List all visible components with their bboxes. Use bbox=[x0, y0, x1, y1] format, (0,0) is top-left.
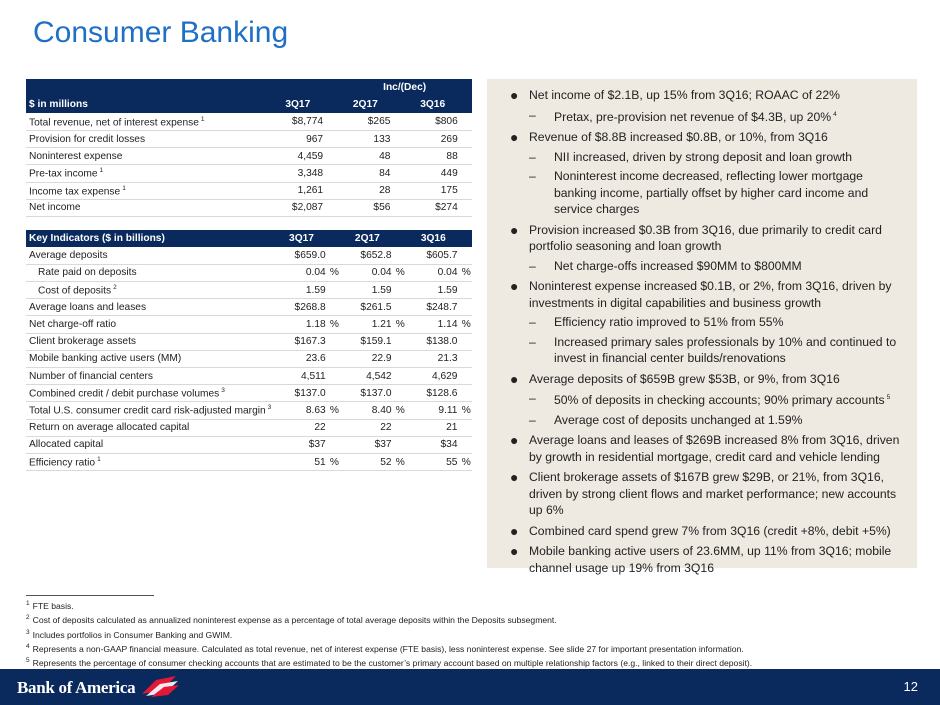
dash-icon: – bbox=[529, 412, 536, 427]
row-value: 55 bbox=[406, 453, 460, 470]
footnote: $^5$ Represents the percentage of consumer checking accounts that are estimated to be the customer’s primary account based on multiple relationship factors (e.g., linked to their direct deposit). bbox=[26, 657, 753, 668]
footnote-ref: 1 bbox=[122, 184, 126, 192]
footnote-ref: 1 bbox=[97, 455, 101, 463]
row-value: $128.6 bbox=[406, 385, 460, 402]
row-value: 8.40 bbox=[340, 402, 394, 419]
table-row bbox=[26, 419, 472, 436]
inc-dec-header: Inc/(Dec) bbox=[337, 79, 472, 96]
bullet-item: ● Combined card spend grew 7% from 3Q16 (credit +8%, debit +5%) bbox=[510, 522, 891, 539]
row-value: $167.3 bbox=[274, 333, 328, 350]
row-value: $605.7 bbox=[406, 247, 460, 264]
row-value: 21.3 bbox=[406, 350, 460, 367]
sub-bullet-item: – Pretax, pre-provision net revenue of $4.3B, up 20% $^4$ bbox=[529, 107, 837, 124]
row-label: Mobile banking active users (MM) bbox=[26, 350, 274, 367]
sub-bullet-item: – NII increased, driven by strong deposit and loan growth bbox=[529, 149, 853, 164]
row-label: Income tax expense $^1$ bbox=[26, 182, 270, 199]
sub-bullet-item: – 50% of deposits in checking accounts; 90% primary accounts $^5$ bbox=[529, 391, 891, 408]
dash-icon: – bbox=[529, 258, 536, 273]
row-value: 4,459 bbox=[270, 148, 327, 165]
row-value: 133 bbox=[337, 131, 393, 148]
footnote-rule bbox=[26, 595, 154, 596]
row-value: $268.8 bbox=[274, 299, 328, 316]
percent-sign: % bbox=[395, 402, 406, 419]
footnote-ref: 5 bbox=[886, 394, 891, 402]
row-value: 4,542 bbox=[340, 368, 394, 385]
footnote-ref: 4 bbox=[833, 110, 837, 118]
row-value: $56 bbox=[337, 199, 393, 216]
row-value: $137.0 bbox=[340, 385, 394, 402]
row-value: 1.59 bbox=[274, 282, 328, 299]
footnote-ref: 3 bbox=[221, 387, 225, 395]
col-header-label: Key Indicators ($ in billions) bbox=[26, 230, 274, 247]
dash-icon: – bbox=[529, 334, 536, 349]
row-value: 22.9 bbox=[340, 350, 394, 367]
footnote-ref: 2 bbox=[113, 283, 117, 291]
bullet-dot-icon: ● bbox=[510, 543, 519, 560]
bullet-item: ● Net income of $2.1B, up 15% from 3Q16; ROAAC of 22% bbox=[510, 87, 840, 103]
footnote: $^3$ Includes portfolios in Consumer Banking and GWIM. bbox=[26, 628, 233, 640]
row-value: 449 bbox=[405, 165, 461, 182]
row-value: 52 bbox=[340, 453, 394, 470]
sub-bullet-item: – Noninterest income decreased, reflecting lower mortgage banking income, partially offset by higher card income and service charges bbox=[529, 169, 869, 217]
table-row bbox=[26, 113, 472, 130]
table-header bbox=[26, 230, 472, 247]
footnote: $^1$ FTE basis. bbox=[26, 600, 74, 611]
table-row bbox=[26, 453, 472, 470]
row-value: 9.11 bbox=[406, 402, 460, 419]
row-value: 21 bbox=[406, 419, 460, 436]
row-label: Allocated capital bbox=[26, 436, 274, 453]
table-row bbox=[26, 199, 472, 216]
row-value: 22 bbox=[274, 419, 328, 436]
row-label: Average loans and leases bbox=[26, 299, 274, 316]
row-value: 0.04 bbox=[406, 264, 460, 281]
table-row bbox=[26, 436, 472, 453]
row-value: $138.0 bbox=[406, 333, 460, 350]
bullet-item: ● Mobile banking active users of 23.6MM, up 11% from 3Q16; mobile channel usage up 19% from 3Q16 bbox=[510, 543, 892, 575]
table-row bbox=[26, 165, 472, 182]
percent-sign: % bbox=[460, 402, 472, 419]
percent-sign: % bbox=[460, 264, 472, 281]
row-value: $248.7 bbox=[406, 299, 460, 316]
row-value: 84 bbox=[337, 165, 393, 182]
row-label: Total U.S. consumer credit card risk-adjusted margin $^3$ bbox=[26, 402, 274, 419]
page-title: Consumer Banking bbox=[33, 16, 289, 49]
sub-bullet-item: – Efficiency ratio improved to 51% from 55% bbox=[529, 315, 784, 330]
row-label: Provision for credit losses bbox=[26, 131, 270, 148]
row-label: Client brokerage assets bbox=[26, 333, 274, 350]
row-label: Net income bbox=[26, 199, 270, 216]
row-label: Number of financial centers bbox=[26, 368, 274, 385]
row-value: 22 bbox=[340, 419, 394, 436]
row-value: 1.59 bbox=[406, 282, 460, 299]
table-row bbox=[26, 402, 472, 419]
bullet-item: ● Revenue of $8.8B increased $0.8B, or 10%, from 3Q16 bbox=[510, 129, 828, 146]
table-row bbox=[26, 333, 472, 350]
table-row bbox=[26, 264, 472, 281]
col-header-3q17: 3Q17 bbox=[270, 96, 327, 113]
row-value: 4,511 bbox=[274, 368, 328, 385]
row-label: Rate paid on deposits bbox=[26, 264, 274, 281]
footnote-ref: 3 bbox=[267, 404, 272, 412]
row-label: Cost of deposits $^2$ bbox=[26, 282, 274, 299]
percent-sign: % bbox=[329, 453, 340, 470]
row-value: $137.0 bbox=[274, 385, 328, 402]
row-value: $265 bbox=[337, 113, 393, 130]
row-value: 967 bbox=[270, 131, 327, 148]
row-value: $261.5 bbox=[340, 299, 394, 316]
row-value: 8.63 bbox=[274, 402, 328, 419]
col-header-3q16: 3Q16 bbox=[406, 230, 460, 247]
row-label: Return on average allocated capital bbox=[26, 419, 274, 436]
row-value: $652.8 bbox=[340, 247, 394, 264]
dash-icon: – bbox=[529, 107, 536, 122]
percent-sign: % bbox=[395, 264, 406, 281]
row-label: Total revenue, net of interest expense $^1$ bbox=[26, 113, 270, 130]
bullet-dot-icon: ● bbox=[510, 221, 519, 238]
table-row bbox=[26, 350, 472, 367]
bullet-item: ● Noninterest expense increased $0.1B, or 2%, from 3Q16, driven by investments in digital capabilities and business growth bbox=[510, 278, 892, 310]
table-row bbox=[26, 182, 472, 199]
row-value: $806 bbox=[405, 113, 461, 130]
col-header-2q17: 2Q17 bbox=[340, 230, 394, 247]
row-value: 51 bbox=[274, 453, 328, 470]
bullet-dot-icon: ● bbox=[510, 278, 519, 295]
percent-sign: % bbox=[329, 264, 340, 281]
table-row bbox=[26, 299, 472, 316]
row-value: 1.14 bbox=[406, 316, 460, 333]
table-row bbox=[26, 282, 472, 299]
row-value: $8,774 bbox=[270, 113, 327, 130]
bullet-dot-icon: ● bbox=[510, 370, 519, 387]
row-value: 1.18 bbox=[274, 316, 328, 333]
bullet-item: ● Provision increased $0.3B from 3Q16, due primarily to credit card portfolio seasoning and loan growth bbox=[510, 221, 882, 254]
dash-icon: – bbox=[529, 149, 536, 164]
sub-bullet-item: – Increased primary sales professionals by 10% and continued to invest in financial center builds/renovations bbox=[529, 334, 897, 366]
row-value: 48 bbox=[337, 148, 393, 165]
row-label: Efficiency ratio $^1$ bbox=[26, 453, 274, 470]
sub-bullet-item: – Average cost of deposits unchanged at 1.59% bbox=[529, 412, 803, 427]
row-value: 1.59 bbox=[340, 282, 394, 299]
col-header-2q17: 2Q17 bbox=[337, 96, 393, 113]
row-value: $37 bbox=[340, 436, 394, 453]
percent-sign: % bbox=[460, 316, 472, 333]
row-value: 0.04 bbox=[340, 264, 394, 281]
bullet-item: ● Client brokerage assets of $167B grew $29B, or 21%, from 3Q16, driven by strong client flows and market performance; new accounts up 6% bbox=[510, 469, 897, 518]
financials-table bbox=[26, 79, 472, 217]
key-indicators-table bbox=[26, 230, 472, 471]
bullet-item: ● Average deposits of $659B grew $53B, or 9%, from 3Q16 bbox=[510, 370, 840, 387]
percent-sign: % bbox=[395, 453, 406, 470]
row-value: 1.21 bbox=[340, 316, 394, 333]
row-value: 0.04 bbox=[274, 264, 328, 281]
table-row bbox=[26, 131, 472, 148]
row-value: $34 bbox=[406, 436, 460, 453]
row-label: Average deposits bbox=[26, 247, 274, 264]
percent-sign: % bbox=[395, 316, 406, 333]
row-value: 269 bbox=[405, 131, 461, 148]
col-header-label: $ in millions bbox=[26, 96, 270, 113]
bullet-dot-icon: ● bbox=[510, 129, 519, 146]
dash-icon: – bbox=[529, 315, 536, 330]
footnote: $^4$ Represents a non-GAAP financial measure. Calculated as total revenue, net of interest expense (FTE basis), less noninterest expense. See slide 27 for important presentation information. bbox=[26, 642, 744, 654]
table-row bbox=[26, 148, 472, 165]
row-value: $659.0 bbox=[274, 247, 328, 264]
bullet-dot-icon: ● bbox=[510, 522, 519, 539]
table-row bbox=[26, 368, 472, 385]
row-value: $274 bbox=[405, 199, 461, 216]
row-value: 3,348 bbox=[270, 165, 327, 182]
footnote-ref: 1 bbox=[200, 115, 205, 123]
sub-bullet-item: – Net charge-offs increased $90MM to $800MM bbox=[529, 258, 802, 273]
table-row bbox=[26, 385, 472, 402]
bullet-item: ● Average loans and leases of $269B increased 8% from 3Q16, driven by growth in residential mortgage, credit card and vehicle lending bbox=[510, 432, 900, 464]
row-value: 1,261 bbox=[270, 182, 327, 199]
table-group-header bbox=[26, 79, 472, 96]
row-label: Net charge-off ratio bbox=[26, 316, 274, 333]
footnote: $^2$ Cost of deposits calculated as annualized noninterest expense as a percentage of total average deposits within the Deposits subsegment. bbox=[26, 614, 557, 626]
table-row bbox=[26, 316, 472, 333]
row-value: $37 bbox=[274, 436, 328, 453]
highlights-panel bbox=[487, 79, 917, 575]
row-label: Combined credit / debit purchase volumes $^3$ bbox=[26, 385, 274, 402]
bullet-dot-icon: ● bbox=[510, 87, 519, 103]
table-row bbox=[26, 247, 472, 264]
row-value: 175 bbox=[405, 182, 461, 199]
page-number: 12 bbox=[903, 679, 918, 694]
footer-bar bbox=[0, 669, 940, 705]
row-value: $159.1 bbox=[340, 333, 394, 350]
row-value: $2,087 bbox=[270, 199, 327, 216]
footnotes bbox=[26, 598, 752, 669]
dash-icon: – bbox=[529, 391, 536, 406]
flag-logo-icon bbox=[140, 674, 180, 698]
row-value: 4,629 bbox=[406, 368, 460, 385]
percent-sign: % bbox=[329, 402, 340, 419]
footnote-ref: 1 bbox=[99, 167, 104, 175]
percent-sign: % bbox=[329, 316, 340, 333]
bank-logo-text: Bank of America bbox=[17, 678, 136, 697]
percent-sign: % bbox=[460, 453, 472, 470]
row-value: 28 bbox=[337, 182, 393, 199]
row-value: 23.6 bbox=[274, 350, 328, 367]
col-header-3q17: 3Q17 bbox=[274, 230, 328, 247]
bullet-dot-icon: ● bbox=[510, 432, 519, 449]
bullet-dot-icon: ● bbox=[510, 469, 519, 486]
row-label: Pre-tax income $^1$ bbox=[26, 165, 270, 182]
table-header bbox=[26, 96, 472, 113]
row-value: 88 bbox=[405, 148, 461, 165]
col-header-3q16: 3Q16 bbox=[405, 96, 461, 113]
row-label: Noninterest expense bbox=[26, 148, 270, 165]
dash-icon: – bbox=[529, 169, 536, 184]
